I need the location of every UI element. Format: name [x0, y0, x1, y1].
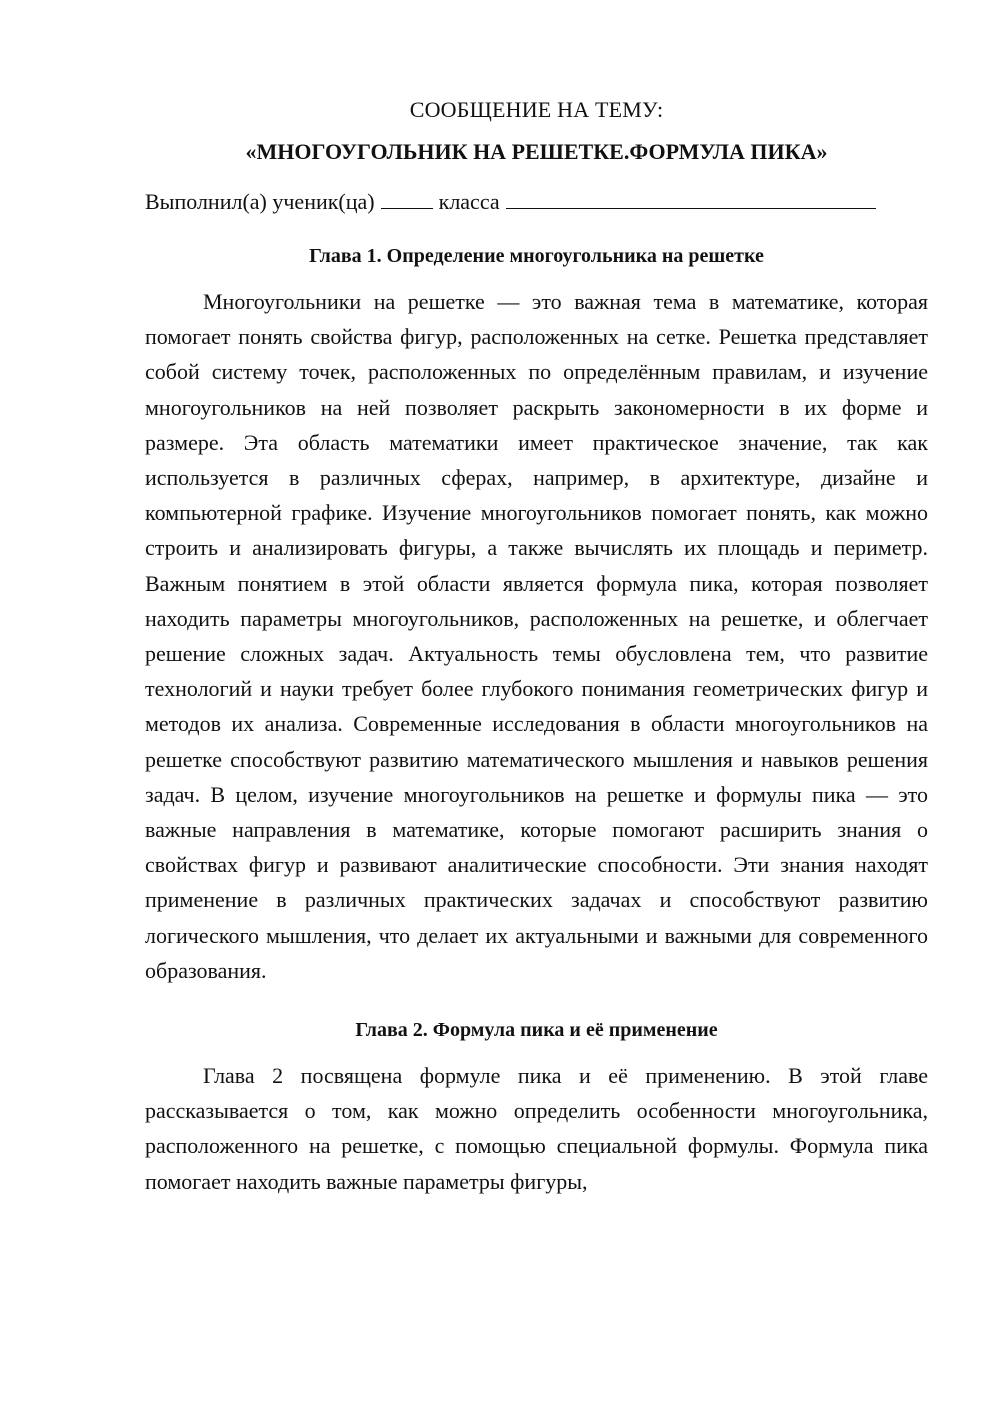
- chapter-1-heading: Глава 1. Определение многоугольника на решетке: [309, 245, 764, 267]
- document-subtitle: «МНОГОУГОЛЬНИК НА РЕШЕТКЕ.ФОРМУЛА ПИКА»: [245, 139, 828, 164]
- chapter-2-heading: Глава 2. Формула пика и её применение: [355, 1019, 718, 1042]
- grade-blank: [381, 186, 433, 209]
- document-title: СООБЩЕНИЕ НА ТЕМУ:: [409, 97, 664, 122]
- author-line: [145, 184, 928, 220]
- author-middle: класса: [438, 189, 500, 214]
- chapter-2-paragraph: Глава 2 посвящена формуле пика и её применению. В этой главе рассказывается о том, как можно определить особенности многоугольника, расположенного на решетке, с помощью специальной формулы. Формула пика помогает находить важные параметры фигуры,: [145, 1063, 928, 1194]
- document-page: [145, 92, 928, 1199]
- chapter-1-paragraph: Многоугольники на решетке — это важная тема в математике, которая помогает понять свойства фигур, расположенных на сетке. Решетка представляет собой систему точек, расположенных по определённым правилам, и изучение многоугольников на ней позволяет раскрыть закономерности в их форме и размере. Эта область математики имеет практическое значение, так как используется в различных сферах, например, в архитектуре, дизайне и компьютерной графике. Изучение многоугольников помогает понять, как можно строить и анализировать фигуры, а также вычислять их площадь и периметр. Важным понятием в этой области является формула пика, которая позволяет находить параметры многоугольников, расположенных на решетке, и облегчает решение сложных задач. Актуальность темы обусловлена тем, что развитие технологий и науки требует более глубокого понимания геометрических фигур и методов их анализа. Современные исследования в области многоугольников на решетке способствуют развитию математического мышления и навыков решения задач. В целом, изучение многоугольников на решетке и формулы пика — это важные направления в математике, которые помогают расширить знания о свойствах фигур и развивают аналитические способности. Эти знания находят применение в различных практических задачах и способствуют развитию логического мышления, что делает их актуальными и важными для современного образования.: [145, 289, 928, 983]
- author-prefix: Выполнил(а) ученик(ца): [145, 189, 375, 214]
- name-blank: [506, 186, 876, 209]
